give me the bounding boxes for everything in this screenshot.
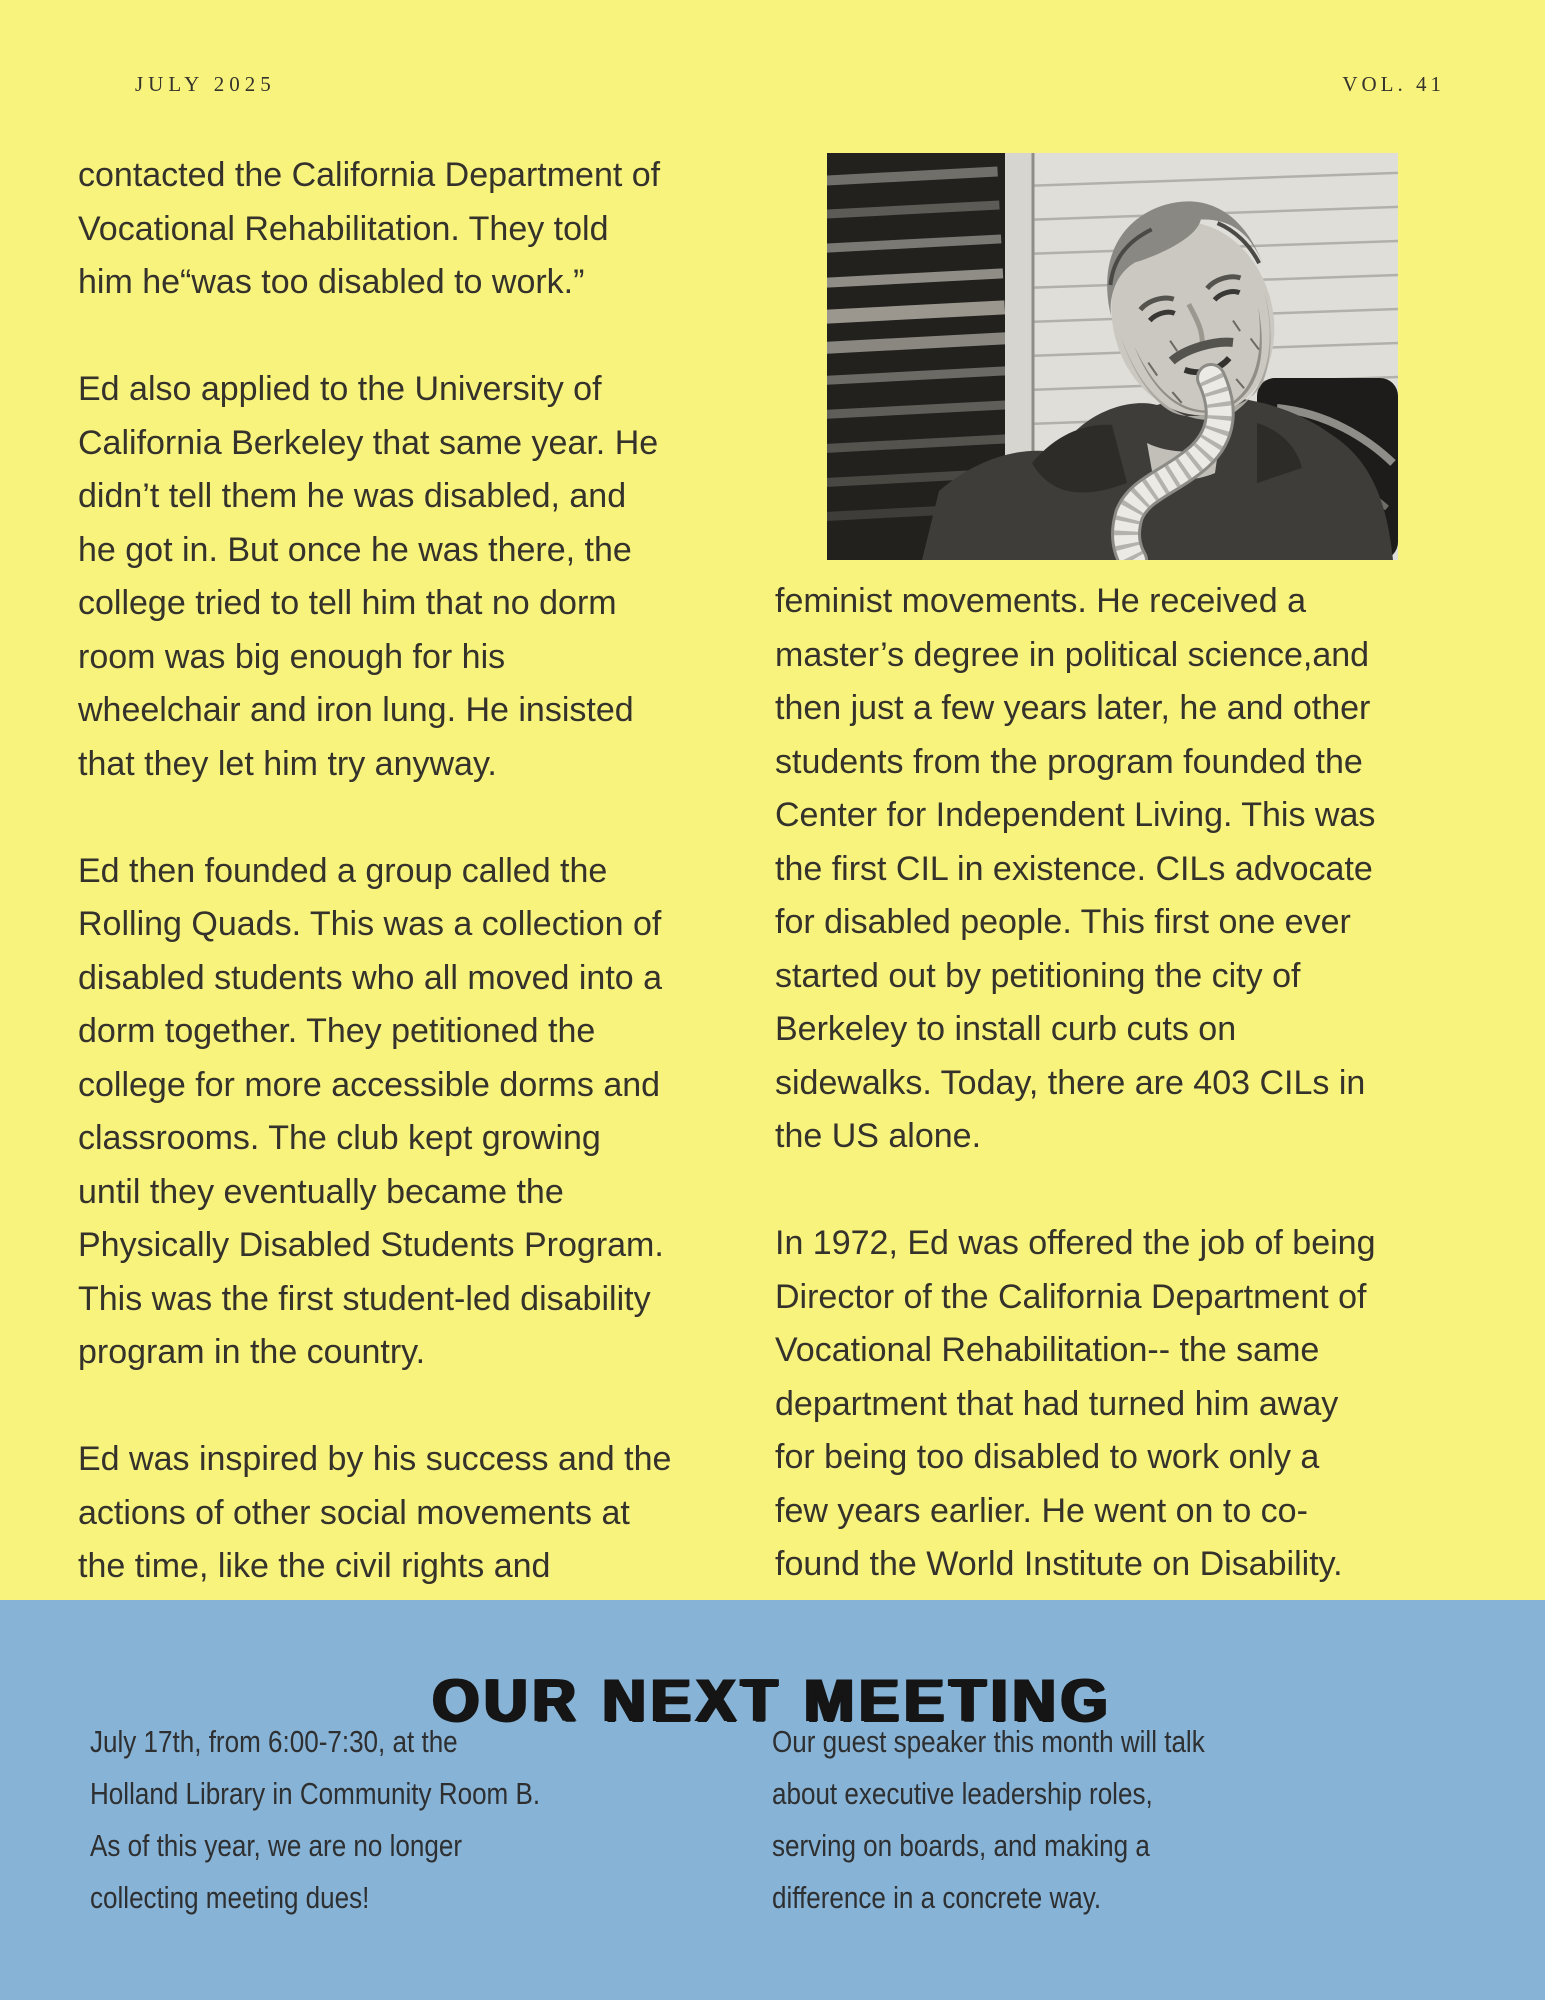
text-line: that they let him try anyway.: [78, 744, 497, 783]
text-line: This was the first student-led disability: [78, 1279, 651, 1318]
meeting-section-title: OUR NEXT MEETING: [432, 1667, 1113, 1735]
text-line: then just a few years later, he and other: [775, 689, 1371, 727]
text-line: the time, like the civil rights and: [78, 1547, 551, 1585]
text-line: Holland Library in Community Room B.: [90, 1776, 541, 1811]
text-line: serving on boards, and making a: [772, 1828, 1150, 1863]
text-line: the first CIL in existence. CILs advocate: [775, 849, 1373, 888]
text-line: started out by petitioning the city of: [775, 956, 1301, 995]
text-line: master’s degree in political science,and: [775, 635, 1370, 674]
text-line: college for more accessible dorms and: [78, 1065, 661, 1104]
text-line: California Berkeley that same year. He: [78, 423, 659, 462]
text-line: disabled students who all moved into a: [78, 958, 663, 997]
text-line: Physically Disabled Students Program.: [78, 1226, 664, 1264]
masthead-volume-number: VOL. 41: [1342, 72, 1445, 96]
text-line: Director of the California Department of: [775, 1277, 1367, 1316]
text-line: he got in. But once he was there, the: [78, 530, 632, 569]
text-line: few years earlier. He went on to co-: [775, 1491, 1308, 1530]
text-line: Vocational Rehabilitation-- the same: [775, 1331, 1320, 1369]
text-line: college tried to tell him that no dorm: [78, 584, 617, 622]
text-line: room was big enough for his: [78, 637, 506, 676]
text-line: In 1972, Ed was offered the job of being: [775, 1224, 1376, 1262]
text-line: difference in a concrete way.: [772, 1880, 1102, 1915]
text-line: Center for Independent Living. This was: [775, 796, 1376, 834]
text-line: collecting meeting dues!: [90, 1880, 370, 1915]
text-line: classrooms. The club kept growing: [78, 1119, 601, 1157]
article-paragraph: [78, 149, 678, 310]
text-line: sidewalks. Today, there are 403 CILs in: [775, 1063, 1366, 1102]
text-line: Berkeley to install curb cuts on: [775, 1010, 1237, 1048]
article-right-column: [775, 575, 1455, 1645]
article-paragraph: [775, 575, 1455, 1164]
text-line: Ed was inspired by his success and the: [78, 1440, 672, 1478]
text-line: wheelchair and iron lung. He insisted: [78, 691, 634, 729]
text-line: actions of other social movements at: [78, 1493, 630, 1532]
text-line: for disabled people. This first one ever: [775, 903, 1351, 941]
article-paragraph: [775, 1217, 1455, 1592]
text-line: feminist movements. He received a: [775, 582, 1306, 620]
ed-roberts-photo-graphic: [827, 153, 1398, 560]
text-line: Vocational Rehabilitation. They told: [78, 209, 609, 248]
article-left-column: [78, 149, 678, 1647]
text-line: department that had turned him away: [775, 1384, 1339, 1423]
text-line: found the World Institute on Disability.: [775, 1545, 1343, 1583]
text-line: contacted the California Department of: [78, 156, 661, 194]
text-line: the US alone.: [775, 1117, 982, 1155]
text-line: him he“was too disabled to work.”: [78, 263, 585, 301]
text-line: As of this year, we are no longer: [90, 1828, 463, 1863]
article-paragraph: [78, 1433, 678, 1594]
article-paragraph: [78, 363, 678, 791]
text-line: Ed then founded a group called the: [78, 851, 608, 890]
text-line: didn’t tell them he was disabled, and: [78, 477, 627, 515]
text-line: dorm together. They petitioned the: [78, 1012, 596, 1050]
text-line: for being too disabled to work only a: [775, 1438, 1320, 1476]
meeting-speaker-column: [772, 1716, 1205, 1924]
ed-roberts-photo: [827, 153, 1398, 560]
meeting-details-column: [90, 1716, 540, 1924]
text-line: Our guest speaker this month will talk: [772, 1724, 1205, 1759]
article-paragraph: [78, 845, 678, 1380]
text-line: July 17th, from 6:00-7:30, at the: [90, 1724, 458, 1759]
text-line: Rolling Quads. This was a collection of: [78, 905, 662, 943]
masthead-issue-date: JULY 2025: [135, 72, 276, 96]
text-line: program in the country.: [78, 1333, 426, 1371]
text-line: students from the program founded the: [775, 742, 1363, 781]
text-line: until they eventually became the: [78, 1172, 564, 1211]
text-line: Ed also applied to the University of: [78, 370, 602, 408]
text-line: about executive leadership roles,: [772, 1776, 1153, 1811]
